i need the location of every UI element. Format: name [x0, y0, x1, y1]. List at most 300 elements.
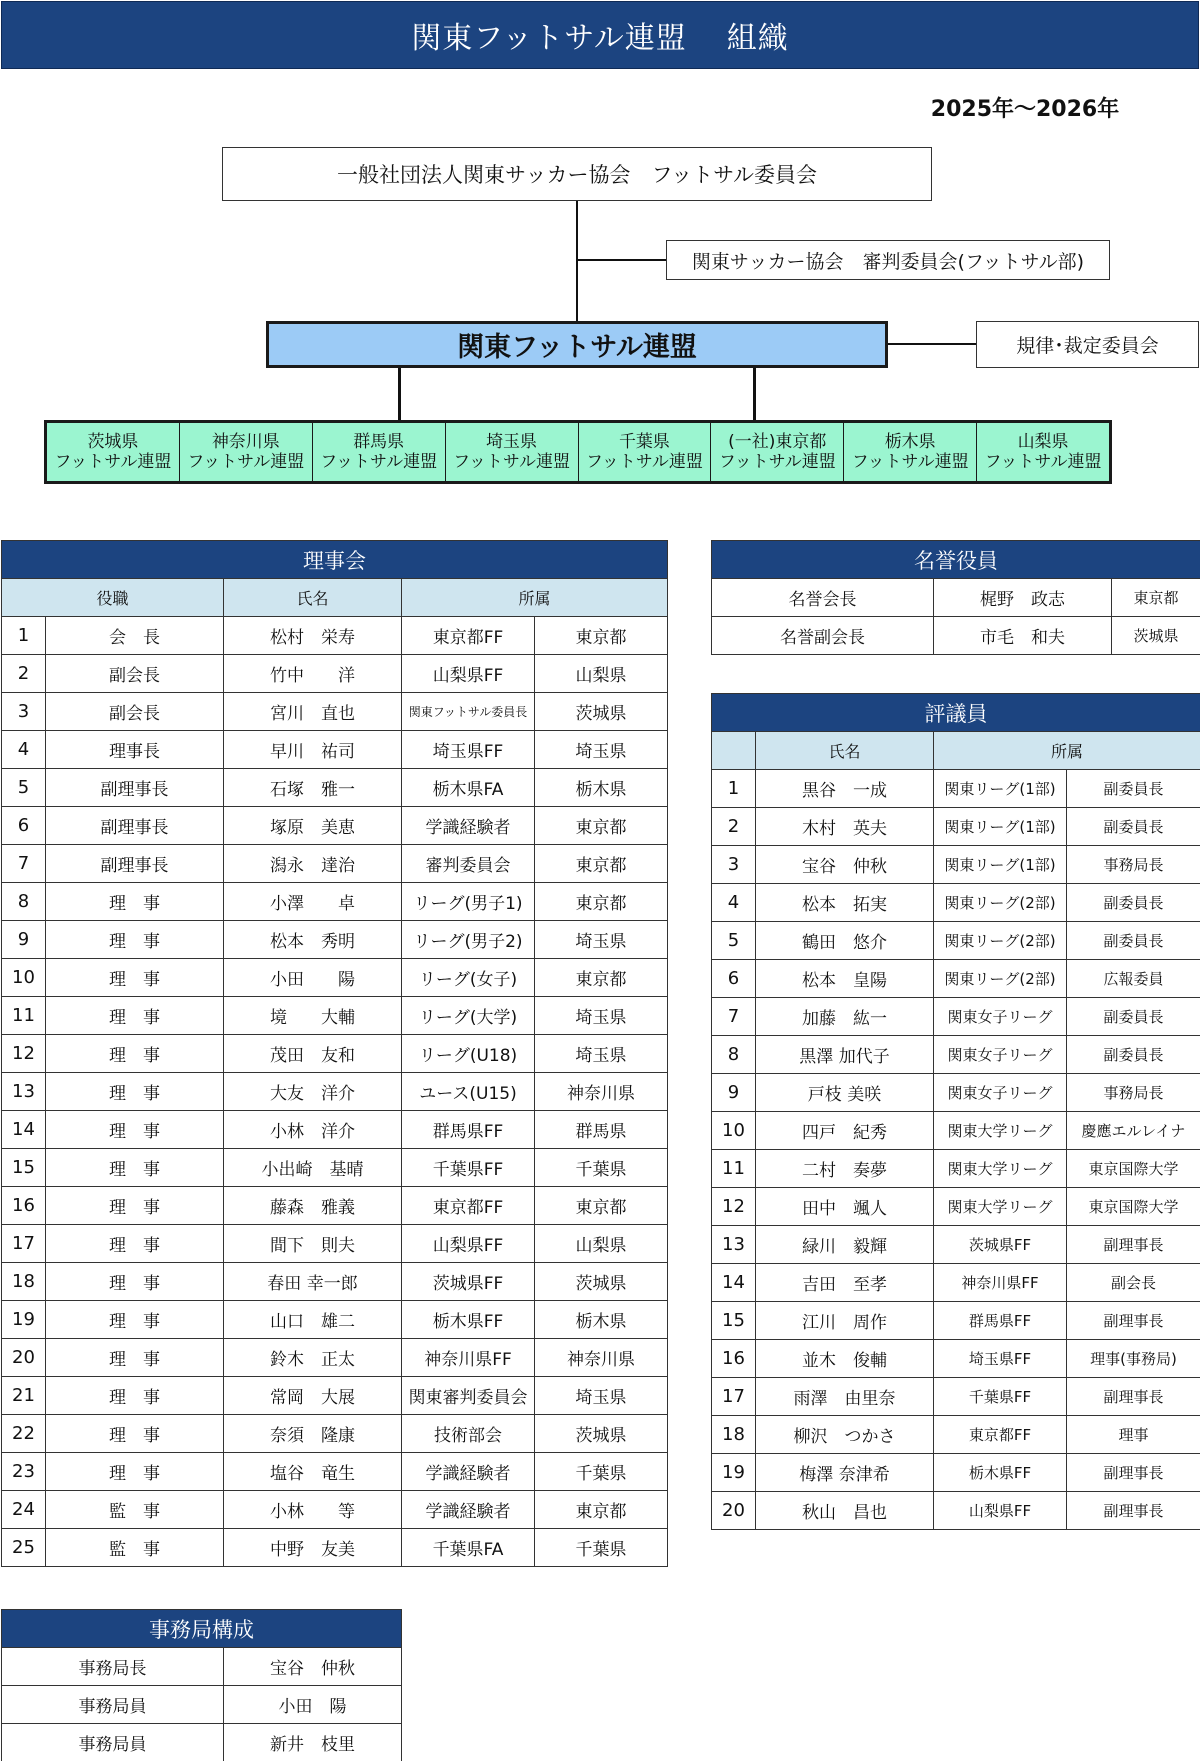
council-row-org: 関東リーグ(1部): [934, 846, 1067, 884]
board-row-name: 小林 等: [224, 1491, 402, 1529]
council-row-no: 14: [712, 1264, 756, 1302]
council-row-org: 関東大学リーグ: [934, 1112, 1067, 1150]
council-row: [712, 808, 1200, 846]
board-row-pref: 埼玉県: [535, 731, 668, 769]
council-header-affiliation: 所属: [934, 732, 1200, 770]
board-row-name: 春田 幸一郎: [224, 1263, 402, 1301]
board-row-name: 塩谷 竜生: [224, 1453, 402, 1491]
board-row: [2, 883, 668, 921]
council-row-org: 群馬県FF: [934, 1302, 1067, 1340]
board-row-pref: 茨城県: [535, 1415, 668, 1453]
connector-line: [577, 259, 666, 261]
board-row-no: 13: [2, 1073, 46, 1111]
board-row-no: 23: [2, 1453, 46, 1491]
board-row-role: 理 事: [46, 1263, 224, 1301]
council-row-name: 四戸 紀秀: [756, 1112, 934, 1150]
board-row-org: 千葉県FA: [402, 1529, 535, 1567]
connector-line: [398, 368, 401, 420]
board-row-role: 理 事: [46, 1453, 224, 1491]
board-row-pref: 神奈川県: [535, 1339, 668, 1377]
page-title-sub: 組織: [726, 21, 789, 56]
connector-line: [888, 343, 976, 345]
board-row-name: 境 大輔: [224, 997, 402, 1035]
board-row-pref: 茨城県: [535, 693, 668, 731]
prefecture-box: 栃木県 フットサル連盟: [843, 423, 976, 481]
board-row-role: 理 事: [46, 883, 224, 921]
board-row-pref: 群馬県: [535, 1111, 668, 1149]
board-table: [1, 540, 668, 1567]
council-row: [712, 1302, 1200, 1340]
council-row: [712, 1492, 1200, 1530]
board-row-name: 小澤 卓: [224, 883, 402, 921]
board-row-org: 東京都FF: [402, 617, 535, 655]
board-row-role: 副会長: [46, 655, 224, 693]
board-row-role: 理 事: [46, 1339, 224, 1377]
council-row-pos: 東京国際大学: [1067, 1150, 1200, 1188]
board-row-pref: 千葉県: [535, 1529, 668, 1567]
council-row: [712, 998, 1200, 1036]
board-row-pref: 東京都: [535, 807, 668, 845]
board-row-org: 東京都FF: [402, 1187, 535, 1225]
secretariat-row-name: 宝谷 仲秋: [224, 1648, 402, 1686]
board-row: [2, 769, 668, 807]
council-row-org: 関東女子リーグ: [934, 1074, 1067, 1112]
secretariat-title: 事務局構成: [2, 1610, 402, 1648]
council-row-org: 埼玉県FF: [934, 1340, 1067, 1378]
council-row-name: 秋山 昌也: [756, 1492, 934, 1530]
board-row: [2, 1187, 668, 1225]
council-row: [712, 1036, 1200, 1074]
council-row-no: 20: [712, 1492, 756, 1530]
board-row: [2, 1453, 668, 1491]
board-row: [2, 1263, 668, 1301]
page-title: [1, 1, 1199, 69]
council-row-name: 黒谷 一成: [756, 770, 934, 808]
board-row-name: 山口 雄二: [224, 1301, 402, 1339]
council-row-name: 加藤 紘一: [756, 998, 934, 1036]
board-header-name: 氏名: [224, 579, 402, 617]
council-row-org: 関東女子リーグ: [934, 998, 1067, 1036]
board-row: [2, 1415, 668, 1453]
board-row-org: 栃木県FA: [402, 769, 535, 807]
board-row-name: 潟永 達治: [224, 845, 402, 883]
council-row-no: 16: [712, 1340, 756, 1378]
board-row-no: 9: [2, 921, 46, 959]
honorary-row-pref: 茨城県: [1112, 617, 1200, 655]
board-row-role: 理 事: [46, 1149, 224, 1187]
board-header-affiliation: 所属: [402, 579, 668, 617]
board-row-org: リーグ(女子): [402, 959, 535, 997]
board-row-org: 千葉県FF: [402, 1149, 535, 1187]
honorary-title: 名誉役員: [712, 541, 1200, 579]
council-row-name: 緑川 毅輝: [756, 1226, 934, 1264]
council-row-no: 8: [712, 1036, 756, 1074]
council-row: [712, 1112, 1200, 1150]
secretariat-row: [2, 1648, 402, 1686]
prefecture-box: 山梨県 フットサル連盟: [976, 423, 1109, 481]
council-row: [712, 1150, 1200, 1188]
council-row-org: 茨城県FF: [934, 1226, 1067, 1264]
board-row-org: 学識経験者: [402, 1453, 535, 1491]
board-row-name: 松本 秀明: [224, 921, 402, 959]
board-row-no: 8: [2, 883, 46, 921]
board-row-no: 22: [2, 1415, 46, 1453]
council-row-no: 7: [712, 998, 756, 1036]
council-table: [711, 693, 1200, 1530]
board-row-org: 審判委員会: [402, 845, 535, 883]
board-row-pref: 埼玉県: [535, 921, 668, 959]
prefecture-box: 神奈川県 フットサル連盟: [179, 423, 312, 481]
board-row-role: 監 事: [46, 1491, 224, 1529]
board-row: [2, 997, 668, 1035]
board-row-no: 12: [2, 1035, 46, 1073]
board-row-org: リーグ(U18): [402, 1035, 535, 1073]
board-row-pref: 東京都: [535, 883, 668, 921]
board-row-role: 副理事長: [46, 845, 224, 883]
council-row-pos: 東京国際大学: [1067, 1188, 1200, 1226]
council-row-name: 宝谷 仲秋: [756, 846, 934, 884]
council-row-pos: 副委員長: [1067, 770, 1200, 808]
board-row-pref: 埼玉県: [535, 997, 668, 1035]
board-row: [2, 1149, 668, 1187]
council-row-pos: 事務局長: [1067, 1074, 1200, 1112]
board-row-org: 埼玉県FF: [402, 731, 535, 769]
board-row-name: 早川 祐司: [224, 731, 402, 769]
board-row-no: 15: [2, 1149, 46, 1187]
board-row: [2, 959, 668, 997]
honorary-row-role: 名誉副会長: [712, 617, 934, 655]
board-row-name: 茂田 友和: [224, 1035, 402, 1073]
council-row-pos: 副委員長: [1067, 808, 1200, 846]
board-row: [2, 731, 668, 769]
prefecture-box: 埼玉県 フットサル連盟: [445, 423, 578, 481]
honorary-row-name: 市毛 和夫: [934, 617, 1112, 655]
board-row: [2, 617, 668, 655]
secretariat-table: [1, 1609, 402, 1761]
council-row-name: 梅澤 奈津希: [756, 1454, 934, 1492]
council-row-name: 鶴田 悠介: [756, 922, 934, 960]
main-federation-box: 関東フットサル連盟: [266, 321, 888, 368]
board-row-pref: 山梨県: [535, 1225, 668, 1263]
board-row-pref: 栃木県: [535, 769, 668, 807]
secretariat-row-name: 小田 陽: [224, 1686, 402, 1724]
board-row-name: 鈴木 正太: [224, 1339, 402, 1377]
council-row: [712, 960, 1200, 998]
council-row-no: 18: [712, 1416, 756, 1454]
council-row-org: 関東リーグ(2部): [934, 884, 1067, 922]
council-row-org: 栃木県FF: [934, 1454, 1067, 1492]
board-row-pref: 神奈川県: [535, 1073, 668, 1111]
council-row-no: 3: [712, 846, 756, 884]
council-row-pos: 副委員長: [1067, 998, 1200, 1036]
council-row-org: 関東リーグ(1部): [934, 770, 1067, 808]
board-row-no: 7: [2, 845, 46, 883]
council-row-org: 関東大学リーグ: [934, 1188, 1067, 1226]
board-title: 理事会: [2, 541, 668, 579]
board-row-pref: 栃木県: [535, 1301, 668, 1339]
council-row: [712, 1264, 1200, 1302]
council-row-pos: 副会長: [1067, 1264, 1200, 1302]
board-row-role: 理 事: [46, 1225, 224, 1263]
council-row-name: 戸枝 美咲: [756, 1074, 934, 1112]
council-row-org: 東京都FF: [934, 1416, 1067, 1454]
board-row-name: 小出崎 基晴: [224, 1149, 402, 1187]
board-row: [2, 1111, 668, 1149]
board-row-name: 宮川 直也: [224, 693, 402, 731]
board-header-role: 役職: [2, 579, 224, 617]
board-row-no: 3: [2, 693, 46, 731]
connector-line: [753, 368, 756, 420]
board-row-no: 5: [2, 769, 46, 807]
board-row: [2, 1491, 668, 1529]
board-row-org: 学識経験者: [402, 807, 535, 845]
parent-committee-box: 一般社団法人関東サッカー協会 フットサル委員会: [222, 147, 932, 201]
board-row-org: 山梨県FF: [402, 1225, 535, 1263]
council-row-pos: 副委員長: [1067, 1036, 1200, 1074]
board-row-no: 24: [2, 1491, 46, 1529]
council-row-no: 1: [712, 770, 756, 808]
board-row-org: リーグ(大学): [402, 997, 535, 1035]
board-row-name: 奈須 隆康: [224, 1415, 402, 1453]
council-row-name: 松本 皇陽: [756, 960, 934, 998]
board-row-role: 理 事: [46, 1035, 224, 1073]
board-row-org: 栃木県FF: [402, 1301, 535, 1339]
board-row-name: 竹中 洋: [224, 655, 402, 693]
board-row-role: 会 長: [46, 617, 224, 655]
council-row: [712, 1340, 1200, 1378]
board-row: [2, 1529, 668, 1567]
board-row-role: 副理事長: [46, 807, 224, 845]
board-row-role: 理 事: [46, 1415, 224, 1453]
honorary-row: [712, 617, 1200, 655]
council-row-org: 神奈川県FF: [934, 1264, 1067, 1302]
secretariat-row-role: 事務局員: [2, 1686, 224, 1724]
board-row-pref: 東京都: [535, 617, 668, 655]
board-row-role: 理 事: [46, 997, 224, 1035]
board-row: [2, 1035, 668, 1073]
council-row-org: 関東リーグ(1部): [934, 808, 1067, 846]
council-row-pos: 副理事長: [1067, 1226, 1200, 1264]
council-row-org: 関東リーグ(2部): [934, 922, 1067, 960]
board-row-role: 理 事: [46, 1073, 224, 1111]
board-row-no: 2: [2, 655, 46, 693]
board-row-role: 理 事: [46, 1301, 224, 1339]
board-row-org: 群馬県FF: [402, 1111, 535, 1149]
prefecture-box: 茨城県 フットサル連盟: [54, 432, 172, 472]
council-row-name: 黒澤 加代子: [756, 1036, 934, 1074]
council-row-pos: 理事: [1067, 1416, 1200, 1454]
council-row-no: 6: [712, 960, 756, 998]
council-row: [712, 1074, 1200, 1112]
council-row-name: 柳沢 つかさ: [756, 1416, 934, 1454]
board-row-role: 副理事長: [46, 769, 224, 807]
board-row-role: 理 事: [46, 1377, 224, 1415]
prefecture-box: 千葉県 フットサル連盟: [578, 423, 711, 481]
connector-line: [576, 201, 578, 321]
council-row-org: 千葉県FF: [934, 1378, 1067, 1416]
secretariat-row-role: 事務局員: [2, 1724, 224, 1761]
board-row: [2, 693, 668, 731]
council-row-no: 19: [712, 1454, 756, 1492]
secretariat-row-role: 事務局長: [2, 1648, 224, 1686]
council-header-name: 氏名: [756, 732, 934, 770]
board-row-pref: 山梨県: [535, 655, 668, 693]
council-row-name: 並木 俊輔: [756, 1340, 934, 1378]
council-row: [712, 1378, 1200, 1416]
referee-committee-box: 関東サッカー協会 審判委員会(フットサル部): [666, 240, 1110, 280]
secretariat-row: [2, 1724, 402, 1761]
council-row-no: 10: [712, 1112, 756, 1150]
board-row-name: 松村 栄寿: [224, 617, 402, 655]
council-row-pos: 副委員長: [1067, 922, 1200, 960]
council-row-name: 吉田 至孝: [756, 1264, 934, 1302]
council-row-org: 関東大学リーグ: [934, 1150, 1067, 1188]
council-row-no: 5: [712, 922, 756, 960]
council-row-name: 江川 周作: [756, 1302, 934, 1340]
prefecture-federations: [44, 420, 1112, 484]
board-row-role: 理 事: [46, 921, 224, 959]
board-row: [2, 1301, 668, 1339]
board-row-role: 理 事: [46, 1111, 224, 1149]
council-row: [712, 922, 1200, 960]
council-row-name: 田中 颯人: [756, 1188, 934, 1226]
board-row: [2, 807, 668, 845]
board-row-role: 監 事: [46, 1529, 224, 1567]
board-row-name: 藤森 雅義: [224, 1187, 402, 1225]
board-row-org: ユース(U15): [402, 1073, 535, 1111]
council-row-name: 雨澤 由里奈: [756, 1378, 934, 1416]
council-row: [712, 846, 1200, 884]
council-row: [712, 884, 1200, 922]
prefecture-box: 群馬県 フットサル連盟: [312, 423, 445, 481]
council-row-pos: 副理事長: [1067, 1302, 1200, 1340]
council-row-name: 松本 拓実: [756, 884, 934, 922]
board-row-org: リーグ(男子2): [402, 921, 535, 959]
council-row-no: 11: [712, 1150, 756, 1188]
honorary-row-role: 名誉会長: [712, 579, 934, 617]
council-row: [712, 1454, 1200, 1492]
council-row: [712, 1188, 1200, 1226]
council-row-name: 木村 英夫: [756, 808, 934, 846]
board-row-name: 小田 陽: [224, 959, 402, 997]
board-row-pref: 東京都: [535, 845, 668, 883]
board-row-name: 塚原 美恵: [224, 807, 402, 845]
board-row-org: リーグ(男子1): [402, 883, 535, 921]
council-header-blank: [712, 732, 756, 770]
council-row-org: 関東女子リーグ: [934, 1036, 1067, 1074]
council-row-pos: 副理事長: [1067, 1492, 1200, 1530]
council-row: [712, 1226, 1200, 1264]
board-row-org: 技術部会: [402, 1415, 535, 1453]
board-row-name: 小林 洋介: [224, 1111, 402, 1149]
council-row-no: 9: [712, 1074, 756, 1112]
board-row-org: 関東フットサル委員長: [402, 693, 535, 731]
honorary-table: [711, 540, 1200, 655]
board-row-no: 20: [2, 1339, 46, 1377]
board-row-role: 理 事: [46, 1187, 224, 1225]
council-row-pos: 副理事長: [1067, 1454, 1200, 1492]
council-row-pos: 広報委員: [1067, 960, 1200, 998]
council-row-pos: 理事(事務局): [1067, 1340, 1200, 1378]
board-row-no: 6: [2, 807, 46, 845]
board-row-no: 11: [2, 997, 46, 1035]
council-row: [712, 770, 1200, 808]
board-row-role: 理 事: [46, 959, 224, 997]
board-row-no: 21: [2, 1377, 46, 1415]
council-row-no: 12: [712, 1188, 756, 1226]
board-row-pref: 東京都: [535, 959, 668, 997]
prefecture-box: (一社)東京都 フットサル連盟: [710, 423, 843, 481]
board-row-pref: 東京都: [535, 1491, 668, 1529]
council-row-pos: 慶應エルレイナ: [1067, 1112, 1200, 1150]
board-row-no: 25: [2, 1529, 46, 1567]
board-row-pref: 埼玉県: [535, 1035, 668, 1073]
honorary-row-name: 梶野 政志: [934, 579, 1112, 617]
board-row: [2, 845, 668, 883]
council-row-name: 二村 奏夢: [756, 1150, 934, 1188]
board-row: [2, 921, 668, 959]
council-row-pos: 副委員長: [1067, 884, 1200, 922]
board-row-role: 理事長: [46, 731, 224, 769]
board-row-pref: 千葉県: [535, 1453, 668, 1491]
board-row-org: 神奈川県FF: [402, 1339, 535, 1377]
secretariat-row-name: 新井 枝里: [224, 1724, 402, 1761]
honorary-row-pref: 東京都: [1112, 579, 1200, 617]
board-row-no: 10: [2, 959, 46, 997]
board-row-no: 16: [2, 1187, 46, 1225]
board-row-role: 副会長: [46, 693, 224, 731]
board-row-name: 常岡 大展: [224, 1377, 402, 1415]
board-row: [2, 655, 668, 693]
board-row-no: 14: [2, 1111, 46, 1149]
board-row-no: 18: [2, 1263, 46, 1301]
board-row: [2, 1225, 668, 1263]
council-row-no: 2: [712, 808, 756, 846]
board-row: [2, 1377, 668, 1415]
council-title: 評議員: [712, 694, 1200, 732]
period-label: 2025年～2026年: [930, 97, 1120, 122]
board-row-name: 間下 則夫: [224, 1225, 402, 1263]
board-row-pref: 千葉県: [535, 1149, 668, 1187]
secretariat-row: [2, 1686, 402, 1724]
board-row-name: 大友 洋介: [224, 1073, 402, 1111]
council-row-no: 13: [712, 1226, 756, 1264]
board-row-name: 石塚 雅一: [224, 769, 402, 807]
council-row-pos: 副理事長: [1067, 1378, 1200, 1416]
council-row-no: 4: [712, 884, 756, 922]
council-row-org: 関東リーグ(2部): [934, 960, 1067, 998]
board-row: [2, 1339, 668, 1377]
board-row-org: 学識経験者: [402, 1491, 535, 1529]
page-title-main: 関東フットサル連盟: [411, 21, 687, 56]
board-row-pref: 埼玉県: [535, 1377, 668, 1415]
council-row-pos: 事務局長: [1067, 846, 1200, 884]
board-row-pref: 東京都: [535, 1187, 668, 1225]
board-row-pref: 茨城県: [535, 1263, 668, 1301]
board-row-org: 山梨県FF: [402, 655, 535, 693]
board-row-org: 茨城県FF: [402, 1263, 535, 1301]
board-row-org: 関東審判委員会: [402, 1377, 535, 1415]
honorary-row: [712, 579, 1200, 617]
discipline-committee-box: 規律･裁定委員会: [976, 321, 1199, 368]
board-row-no: 17: [2, 1225, 46, 1263]
board-row: [2, 1073, 668, 1111]
board-row-no: 1: [2, 617, 46, 655]
council-row: [712, 1416, 1200, 1454]
council-row-org: 山梨県FF: [934, 1492, 1067, 1530]
board-row-no: 19: [2, 1301, 46, 1339]
council-row-no: 17: [712, 1378, 756, 1416]
